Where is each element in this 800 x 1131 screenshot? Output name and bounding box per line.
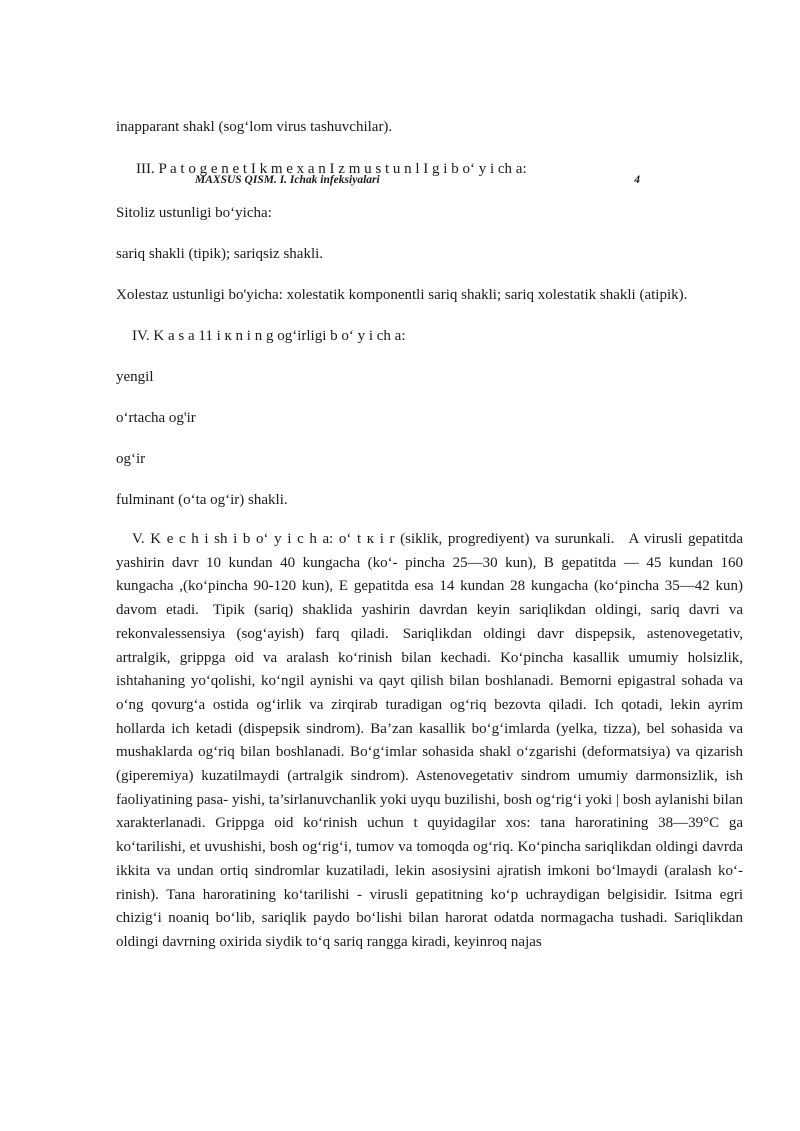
text-line-ogir: og‘ir xyxy=(116,451,146,467)
paragraph-sentence-kechishi: V. K e c h i sh i b o‘ y i c h a: o‘ t к i r (siklik, progrediyent) va surunkali. xyxy=(132,531,615,547)
section-heading-patogenetik: III. P a t o g e n e t I k m e x a n I z m u s t u n l I g i b o‘ y i ch a: xyxy=(136,161,527,177)
page-number: 4 xyxy=(634,174,640,186)
text-line-fulminant: fulminant (o‘ta og‘ir) shakli. xyxy=(116,492,288,508)
text-line-ortacha: o‘rtacha og'ir xyxy=(116,410,196,426)
running-header-title: MAXSUS QISM. I. Ichak infeksiyalari xyxy=(195,174,380,186)
body-paragraph xyxy=(116,528,743,955)
paragraph-sentence-yashirin-davr: A virusli gepatitda yashirin davr 10 kundan 40 kungacha (ko‘- pincha 25—30 kun), B gepatitda — 45 kundan 160 kungacha ,(ko‘pincha 90-120 kun), E gepatitda esa 14 kundan 28 kungacha (ko‘pincha 35—42 kun) davom etadi. xyxy=(116,531,743,619)
section-heading-ogirligi: IV. K a s a 11 i к n i n g og‘irligi b o‘ y i ch a: xyxy=(132,328,406,344)
text-line-xolestaz: Xolestaz ustunligi bo'yicha: xolestatik komponentli sariq shakli; sariq xolestatik shakli (atipik). xyxy=(116,287,688,303)
text-line-inapparant: inapparant shakl (sog‘lom virus tashuvchilar). xyxy=(116,119,393,135)
paragraph-sentence-sariqlikdan-oldingi: Sariqlikdan oldingi davr dispepsik, astenovegetativ, artralgik, grippga oid va aralash ko‘rinish bilan kechadi. Ko‘pincha kasallik umumiy holsizlik, ishtahaning yo‘qolishi, ko‘ngil aynishi va qayt qilish bilan boshlanadi. Bemorni epigastral sohada va o‘ng qovurg‘a ostida og‘irlik va zirqirab turadigan og‘riq bezovta qiladi. Ich qotadi, lekin ayrim hollarda ich ketadi (dispepsik sindrom). Ba’zan kasallik bo‘g‘imlarda (yelka, tizza), bel sohasida va mushaklarda og‘riq bilan boshlanadi. Bo‘g‘imlar sohasida shakl o‘zgarishi (deformatsiya) va qizarish (giperemiya) kuzatilmaydi (artralgik sindrom). Astenovegetativ sindrom umumiy darmonsizlik, ish faoliyatining pasa- yishi, ta’sirlanuvchanlik yoki uyqu buzilishi, bosh og‘rig‘i yoki | bosh aylanishi bilan xarakterlanadi. Grippga oid ko‘rinish uchun t quyidagilar xos: tana haroratining 38—39°C ga ko‘tarilishi, et uvushishi, bosh og‘rig‘i, tumov va tomoqda og‘riq. Ko‘pincha sariqlikdan oldingi davrda ikkita va undan ortiq sindromlar kuzatiladi, lekin asosiysini ajratish imkoni bo‘lmaydi (aralash ko‘- rinish). Tana haroratining ko‘tarilishi - virusli gepatitning ko‘p uchraydigan belgisidir. Isitma egri chizig‘i noaniq bo‘lib, sariqlik paydo bo‘lishi bilan harorat odatda normagacha tushadi. Sariqlikdan oldingi davrning oxirida siydik to‘q sariq rangga kiradi, keyinroq najas xyxy=(116,625,743,950)
text-line-yengil: yengil xyxy=(116,369,154,385)
text-line-sitoliz: Sitoliz ustunligi bo‘yicha: xyxy=(116,205,272,221)
text-line-sariq-shakli: sariq shakli (tipik); sariqsiz shakli. xyxy=(116,246,324,262)
paragraph-sentence-tipik: Tipik (sariq) shaklida yashirin davrdan keyin sariqlikdan oldingi, sariq davri va rekonvalessensiya (sog‘ayish) farq qiladi. xyxy=(116,602,743,642)
